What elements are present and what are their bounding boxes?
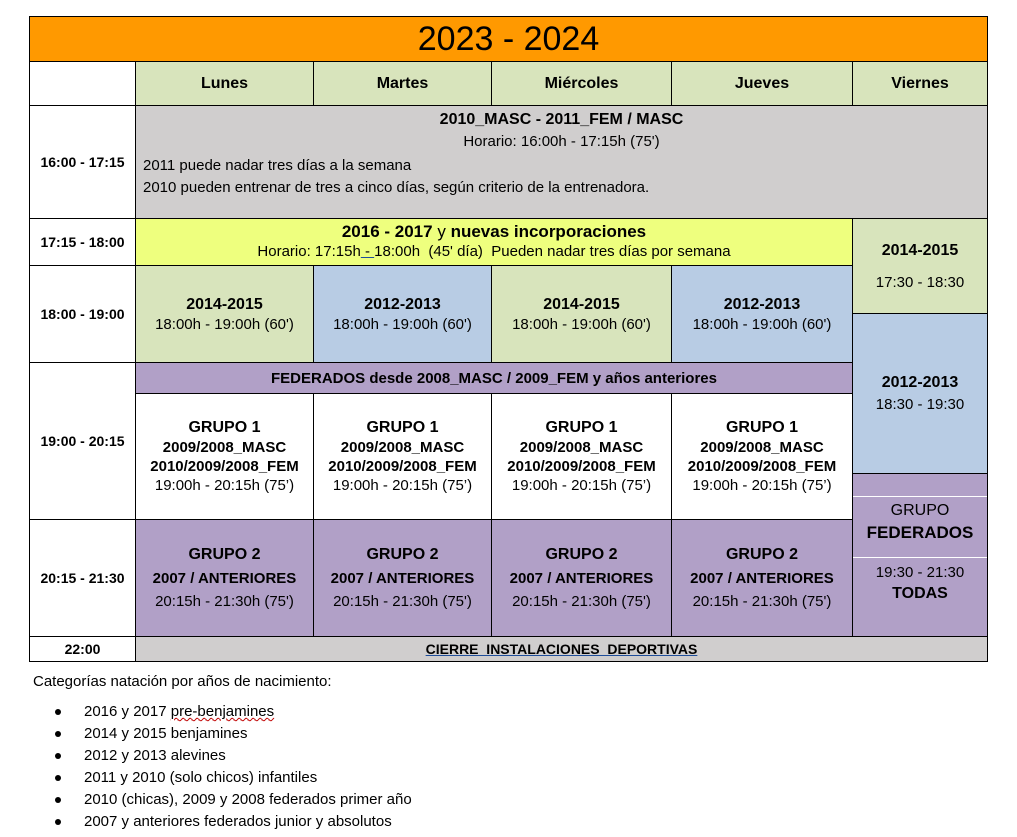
group-label: GRUPO 1 <box>188 419 261 436</box>
time-slot-4 <box>29 362 136 520</box>
time-range: 19:00h - 20:15h (75’) <box>692 477 832 494</box>
group-years: 2009/2008_MASC <box>340 439 465 456</box>
time-range: 18:00h - 19:00h (60') <box>155 315 294 333</box>
list-item <box>55 767 412 789</box>
federados-header <box>135 362 853 394</box>
horario-part: Horario: 17:15h <box>257 243 361 260</box>
group-label: FEDERADOS <box>866 523 974 542</box>
time-range: 18:30 - 19:30 <box>875 396 965 413</box>
list-item-text: 2007 y anteriores federados junior y absolutos <box>84 813 392 830</box>
list-item-text: 2011 y 2010 (solo chicos) infantiles <box>84 769 318 786</box>
time-slot-2 <box>29 218 136 266</box>
lunes-1800 <box>135 265 314 363</box>
block-heading-new: nuevas incorporaciones <box>450 222 647 241</box>
horario-part: - <box>360 243 375 260</box>
list-item <box>55 723 412 745</box>
martes-grupo2 <box>313 519 492 637</box>
martes-1800 <box>313 265 492 363</box>
group-years: 2009/2008_MASC <box>162 439 287 456</box>
group-label: 2012-2013 <box>723 295 801 313</box>
miercoles-grupo2 <box>491 519 672 637</box>
time-label: 18:00 - 19:00 <box>40 306 125 322</box>
group-label: GRUPO 2 <box>366 546 439 563</box>
time-label: 22:00 <box>64 641 101 657</box>
group-label: GRUPO 2 <box>545 546 618 563</box>
day-header-lunes <box>135 61 314 106</box>
categorias-list <box>55 701 412 833</box>
header-empty-cell <box>29 61 136 106</box>
time-label: 17:15 - 18:00 <box>40 234 125 250</box>
block-horario <box>257 242 730 262</box>
bullet-icon <box>55 797 61 803</box>
time-label: 16:00 - 17:15 <box>40 154 125 170</box>
block-note: 2011 puede nadar tres días a la semana <box>143 157 412 174</box>
time-range: 20:15h - 21:30h (75') <box>333 593 472 610</box>
lunes-grupo1 <box>135 393 314 520</box>
time-range: 18:00h - 19:00h (60') <box>512 315 651 333</box>
group-label: GRUPO 2 <box>188 546 261 563</box>
jueves-grupo2 <box>671 519 853 637</box>
group-label: GRUPO <box>890 502 950 519</box>
group-years: 2010/2009/2008_FEM <box>328 458 477 475</box>
time-label: 19:00 - 20:15 <box>40 433 125 449</box>
schedule-table <box>29 16 988 662</box>
block-heading: 2010_MASC - 2011_FEM / MASC <box>439 111 684 128</box>
list-item-text: 2012 y 2013 alevines <box>84 747 226 764</box>
group-label: 2014-2015 <box>543 295 620 313</box>
horario-part: 18:00h (45' día) Pueden nadar tres días por semana <box>374 243 731 260</box>
list-item <box>55 789 412 811</box>
time-range: 18:00h - 19:00h (60') <box>692 315 832 333</box>
group-label: GRUPO 2 <box>725 546 798 563</box>
jueves-1800 <box>671 265 853 363</box>
group-label: TODAS <box>892 585 948 602</box>
bullet-icon <box>55 775 61 781</box>
list-item <box>55 745 412 767</box>
time-slot-3 <box>29 265 136 363</box>
time-range: 20:15h - 21:30h (75') <box>692 593 832 610</box>
block-heading <box>342 222 646 242</box>
group-label: GRUPO 1 <box>545 419 618 436</box>
categorias-title: Categorías natación por años de nacimiento: <box>33 673 332 690</box>
time-range: 17:30 - 18:30 <box>875 273 965 291</box>
season-title-text: 2023 - 2024 <box>417 19 600 58</box>
day-header-martes <box>313 61 492 106</box>
block-note: 2010 pueden entrenar de tres a cinco días, según criterio de la entrenadora. <box>143 179 650 196</box>
time-range: 19:00h - 20:15h (75’) <box>511 477 652 494</box>
jueves-grupo1 <box>671 393 853 520</box>
time-range: 20:15h - 21:30h (75') <box>512 593 651 610</box>
group-years: 2009/2008_MASC <box>700 439 824 456</box>
cierre-row <box>135 636 988 662</box>
list-item-text: 2010 (chicas), 2009 y 2008 federados primer año <box>84 791 412 808</box>
friday-spacer <box>853 474 987 497</box>
time-slot-6 <box>29 636 136 662</box>
time-slot-5 <box>29 519 136 637</box>
group-years: 2007 / ANTERIORES <box>509 570 654 587</box>
list-item-text: 2014 y 2015 benjamines <box>84 725 248 742</box>
cierre-text: CIERRE INSTALACIONES DEPORTIVAS <box>425 641 698 657</box>
group-years: 2007 / ANTERIORES <box>690 570 834 587</box>
time-range: 19:00h - 20:15h (75’) <box>332 477 473 494</box>
group-years: 2010/2009/2008_FEM <box>507 458 656 475</box>
bullet-icon <box>55 731 61 737</box>
day-label: Lunes <box>200 74 249 92</box>
bullet-icon <box>55 753 61 759</box>
martes-grupo1 <box>313 393 492 520</box>
time-range: 18:00h - 19:00h (60') <box>333 315 472 333</box>
friday-2012-2013 <box>852 313 988 474</box>
day-label: Miércoles <box>544 74 619 92</box>
lunes-grupo2 <box>135 519 314 637</box>
group-years: 2007 / ANTERIORES <box>152 570 297 587</box>
season-title <box>29 16 988 62</box>
block-2010-2011 <box>135 105 988 219</box>
miercoles-grupo1 <box>491 393 672 520</box>
federados-header-text: FEDERADOS desde 2008_MASC / 2009_FEM y años anteriores <box>270 369 717 387</box>
day-label: Jueves <box>734 74 790 92</box>
list-item <box>55 811 412 833</box>
bullet-icon <box>55 709 61 715</box>
day-header-miercoles <box>491 61 672 106</box>
group-label: 2012-2013 <box>881 374 959 391</box>
group-years: 2007 / ANTERIORES <box>330 570 475 587</box>
day-header-viernes <box>852 61 988 106</box>
day-label: Viernes <box>891 74 949 92</box>
friday-federados <box>852 473 988 637</box>
group-label: 2012-2013 <box>364 295 441 313</box>
friday-2014-2015 <box>852 218 988 314</box>
group-years: 2009/2008_MASC <box>519 439 644 456</box>
time-range: 20:15h - 21:30h (75') <box>155 593 294 610</box>
block-2016-2017 <box>135 218 853 266</box>
day-label: Martes <box>376 74 429 92</box>
list-item-mark: pre-benjamines <box>170 703 275 720</box>
miercoles-1800 <box>491 265 672 363</box>
group-label: GRUPO 1 <box>725 419 798 436</box>
list-item-text: 2016 y 2017 <box>84 703 171 720</box>
group-label: 2014-2015 <box>186 295 263 313</box>
day-header-jueves <box>671 61 853 106</box>
group-years: 2010/2009/2008_FEM <box>150 458 299 475</box>
time-slot-1 <box>29 105 136 219</box>
block-heading-conj: y <box>437 222 446 241</box>
group-years: 2010/2009/2008_FEM <box>687 458 837 475</box>
bullet-icon <box>55 819 61 825</box>
group-label: GRUPO 1 <box>366 419 439 436</box>
block-heading-years: 2016 - 2017 <box>341 222 433 241</box>
group-label: 2014-2015 <box>881 241 959 259</box>
time-range: 19:30 - 21:30 <box>875 564 965 581</box>
divider <box>853 557 987 558</box>
time-label: 20:15 - 21:30 <box>40 570 125 586</box>
list-item <box>55 701 412 723</box>
block-horario: Horario: 16:00h - 17:15h (75') <box>463 133 660 150</box>
time-range: 19:00h - 20:15h (75’) <box>154 477 295 494</box>
